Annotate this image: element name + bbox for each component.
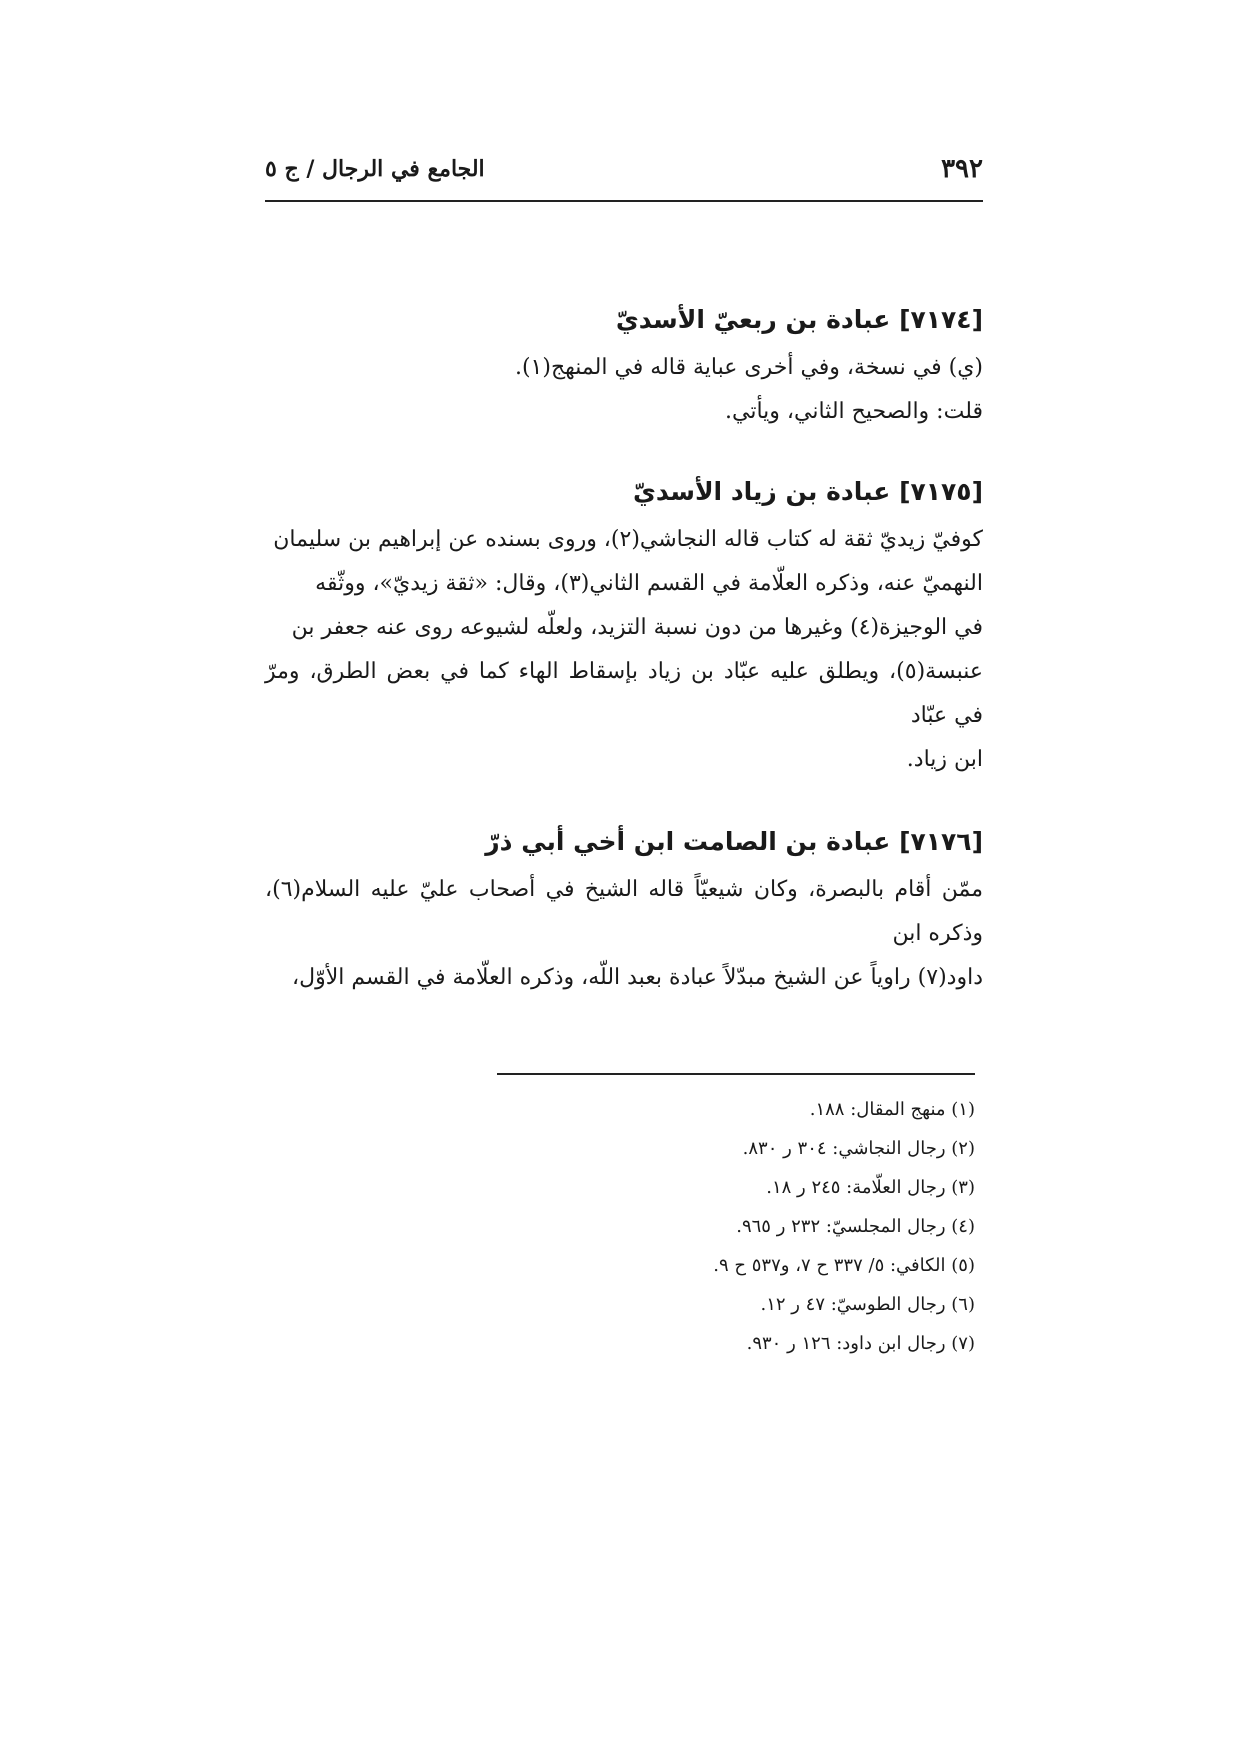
entry-line: في الوجيزة(٤) وغيرها من دون نسبة التزيد، ولعلّه لشيوعه روى عنه جعفر بن [291,615,983,640]
footnote: (١) منهج المقال: ١٨٨. [809,1099,975,1120]
footnote-divider [497,1073,975,1075]
running-title: الجامع في الرجال / ج ٥ [265,156,485,182]
entry-heading: [٧١٧٥] عبادة بن زياد الأسديّ [633,477,983,506]
entry-line: ممّن أقام بالبصرة، وكان شيعيّاً قاله الشيخ في أصحاب عليّ عليه السلام(٦)، وذكره ابن [265,877,983,946]
entry-7175 [265,472,983,782]
entry-line: ابن زياد. [906,747,983,772]
entry-line: (ي) في نسخة، وفي أخرى عباية قاله في المنهج(١). [514,355,983,380]
page-header [265,150,983,202]
footnote: (٦) رجال الطوسيّ: ٤٧ ر ١٢. [760,1294,975,1315]
entry-line: النهميّ عنه، وذكره العلّامة في القسم الثاني(٣)، وقال: «ثقة زيديّ»، ووثّقه [315,571,983,596]
page-number: ٣٩٢ [941,154,983,184]
entry-line: قلت: والصحيح الثاني، ويأتي. [725,399,983,424]
footnote: (٣) رجال العلّامة: ٢٤٥ ر ١٨. [766,1177,975,1198]
entry-heading: [٧١٧٤] عبادة بن ربعيّ الأسديّ [615,305,983,334]
entry-7176 [265,822,983,1000]
footnote: (٧) رجال ابن داود: ١٢٦ ر ٩٣٠. [746,1333,975,1354]
footnote: (٥) الكافي: ٥/ ٣٣٧ ح ٧، و٥٣٧ ح ٩. [713,1255,975,1276]
entry-line: كوفيّ زيديّ ثقة له كتاب قاله النجاشي(٢)، وروى بسنده عن إبراهيم بن سليمان [273,527,983,552]
entry-heading: [٧١٧٦] عبادة بن الصامت ابن أخي أبي ذرّ [485,827,983,856]
entry-line: داود(٧) راوياً عن الشيخ مبدّلاً عبادة بعبد اللّه، وذكره العلّامة في القسم الأوّل، [292,965,983,990]
entry-line: عنبسة(٥)، ويطلق عليه عبّاد بن زياد بإسقاط الهاء كما في بعض الطرق، ومرّ في عبّاد [265,659,983,728]
footnotes-list [275,1090,975,1363]
footnote: (٤) رجال المجلسيّ: ٢٣٢ ر ٩٦٥. [736,1216,975,1237]
entry-7174 [265,300,983,434]
footnote: (٢) رجال النجاشي: ٣٠٤ ر ٨٣٠. [742,1138,975,1159]
